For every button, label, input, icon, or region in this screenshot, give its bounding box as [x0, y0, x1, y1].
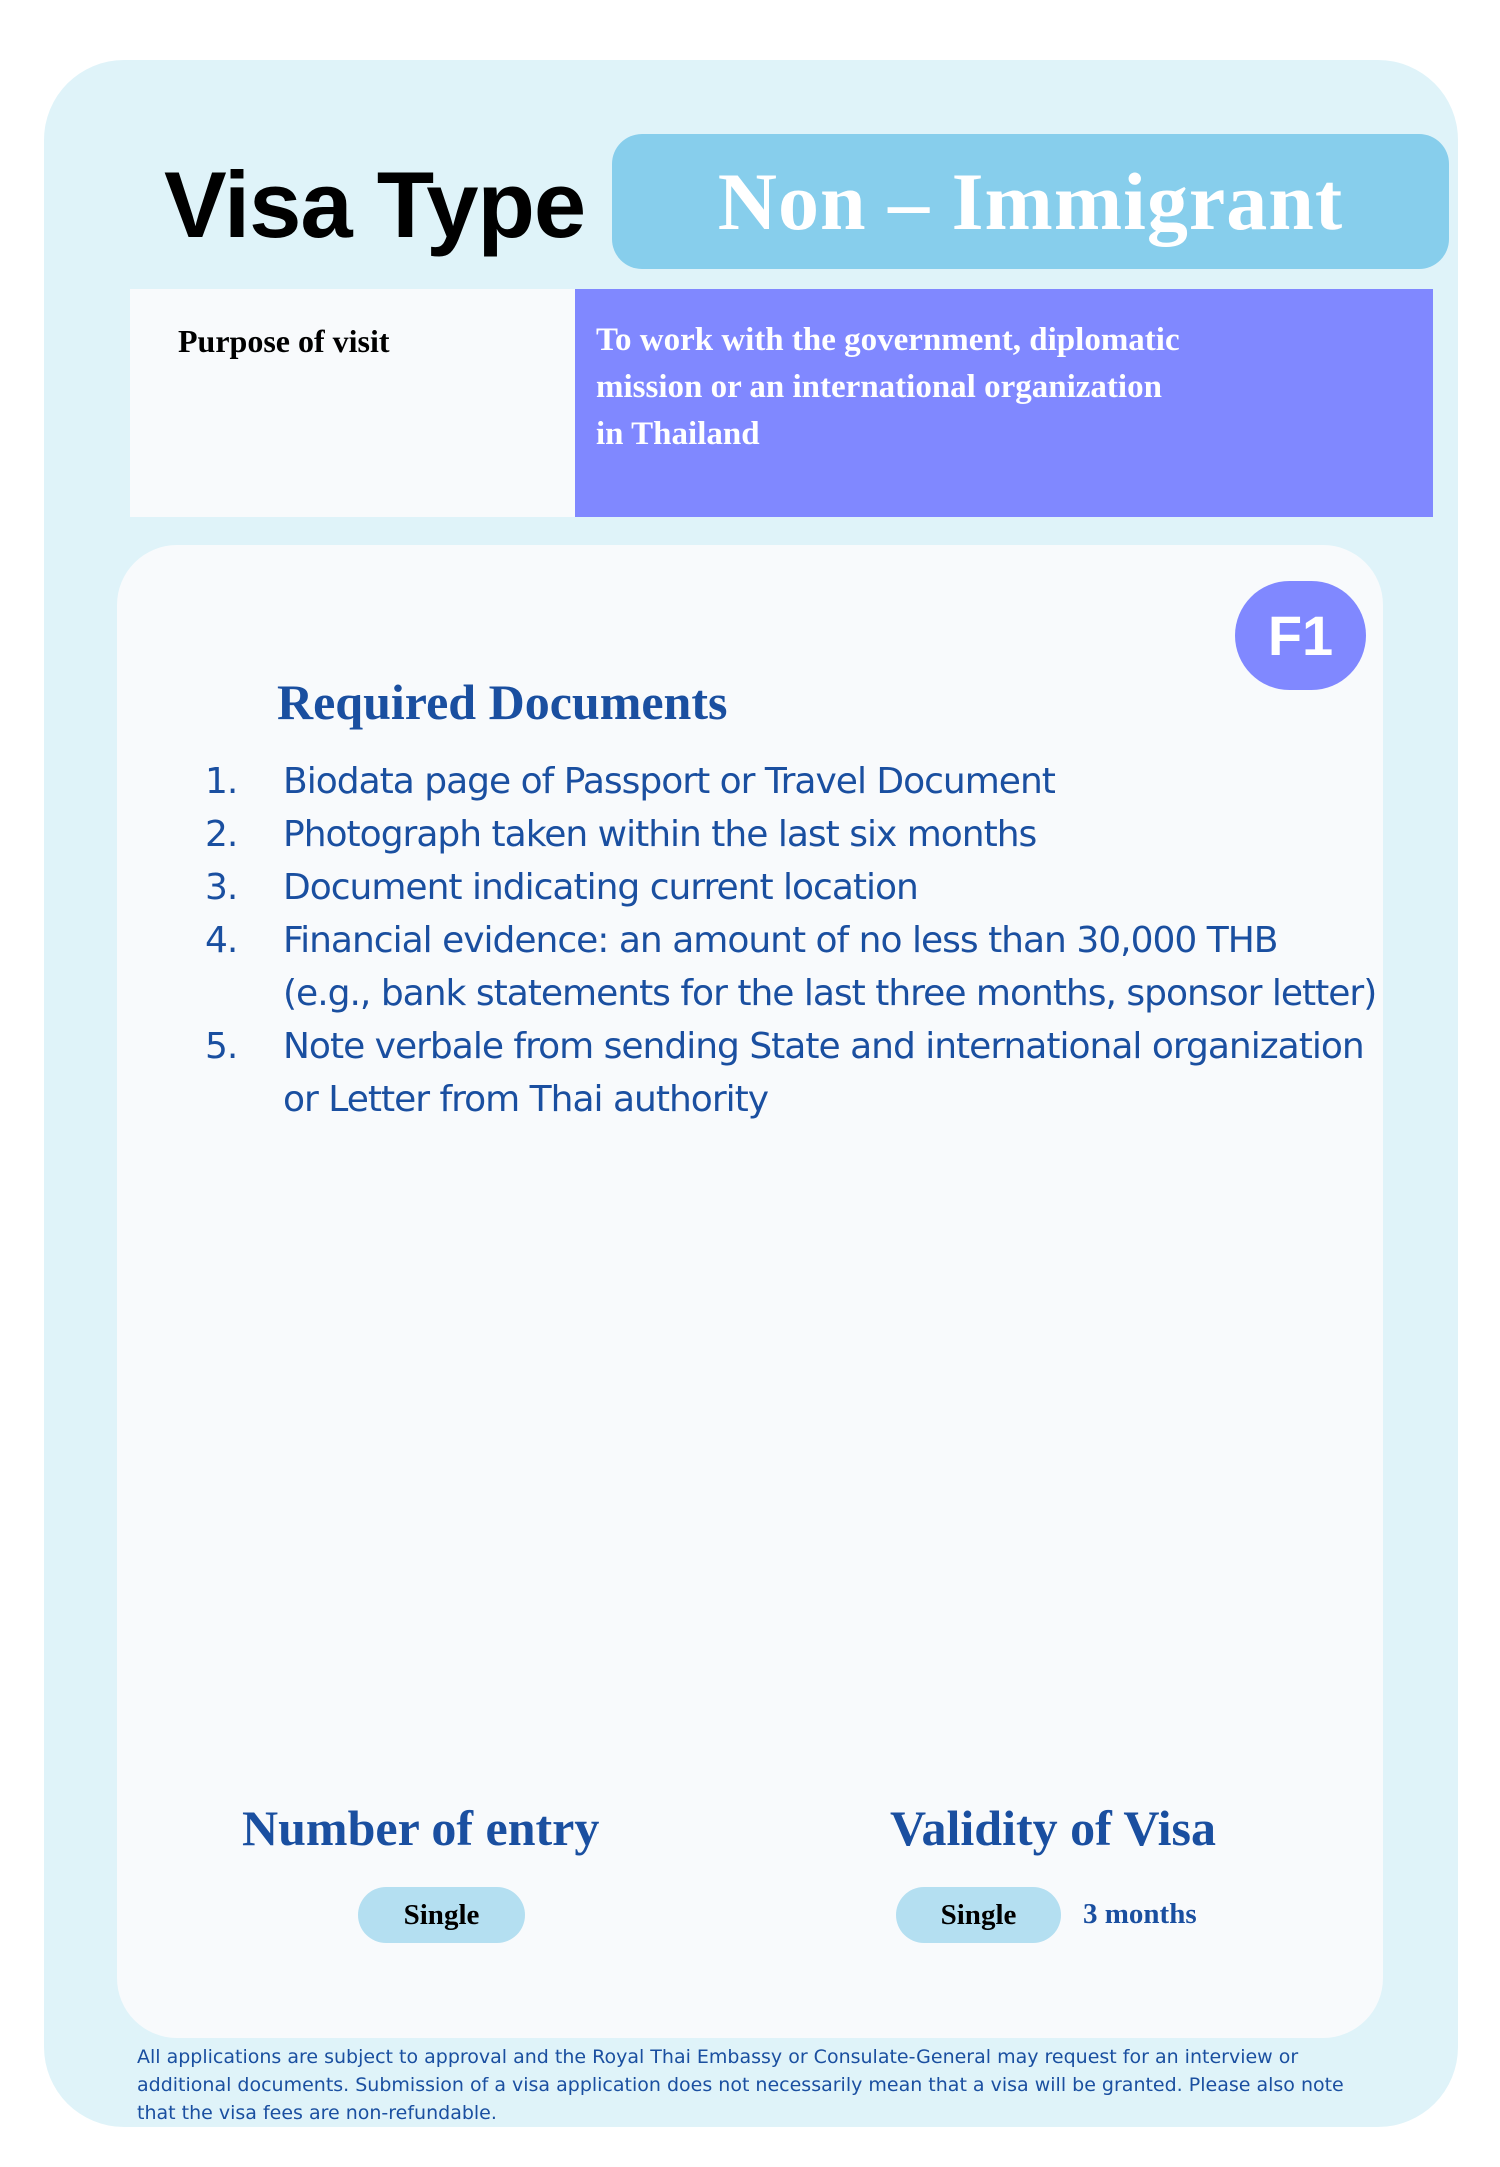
purpose-line: mission or an international organization: [596, 369, 1162, 405]
document-text: Financial evidence: an amount of no less than 30,000 THB: [283, 920, 1278, 961]
entry-chip: Single: [358, 1887, 525, 1943]
visa-type-value: Non – Immigrant: [717, 155, 1344, 247]
document-number: 3.: [205, 867, 238, 908]
purpose-label: Purpose of visit: [178, 323, 390, 359]
document-item: [205, 914, 1385, 1020]
visa-type-pill: [612, 134, 1449, 269]
document-text: Document indicating current location: [283, 867, 918, 908]
purpose-label-cell: [130, 289, 575, 517]
required-documents-list: [205, 755, 1385, 1126]
disclaimer-text: All applications are subject to approval and the Royal Thai Embassy or Consulate-General may request for an interview or additional documents. Submission of a visa application does not necessarily mean that a visa will be granted. Please also note that the visa fees are non-refundable.: [137, 2046, 1344, 2124]
document-number: 2.: [205, 814, 238, 855]
document-number: 1.: [205, 761, 238, 802]
purpose-line: To work with the government, diplomatic: [596, 322, 1180, 358]
document-item: [205, 1020, 1385, 1126]
document-item: [205, 808, 1385, 861]
validity-entry-chip: Single: [896, 1887, 1061, 1943]
document-number: 5.: [205, 1026, 238, 1067]
document-text: Photograph taken within the last six months: [283, 814, 1037, 855]
number-of-entry-title: Number of entry: [242, 1800, 600, 1856]
document-text: (e.g., bank statements for the last three months, sponsor letter): [283, 973, 1377, 1014]
document-item: [205, 755, 1385, 808]
visa-type-label: Visa Type: [164, 152, 586, 257]
document-item: [205, 861, 1385, 914]
document-text: Biodata page of Passport or Travel Document: [283, 761, 1055, 802]
purpose-text: [596, 317, 1356, 458]
purpose-value-cell: [575, 289, 1433, 517]
document-number: 4.: [205, 920, 238, 961]
validity-duration: 3 months: [1083, 1898, 1197, 1930]
validity-title: Validity of Visa: [890, 1800, 1217, 1856]
document-text: Note verbale from sending State and international organization: [283, 1026, 1364, 1067]
purpose-line: in Thailand: [596, 416, 760, 452]
document-text: or Letter from Thai authority: [283, 1079, 769, 1120]
visa-code-badge: F1: [1235, 581, 1366, 690]
required-documents-heading: Required Documents: [277, 674, 728, 730]
